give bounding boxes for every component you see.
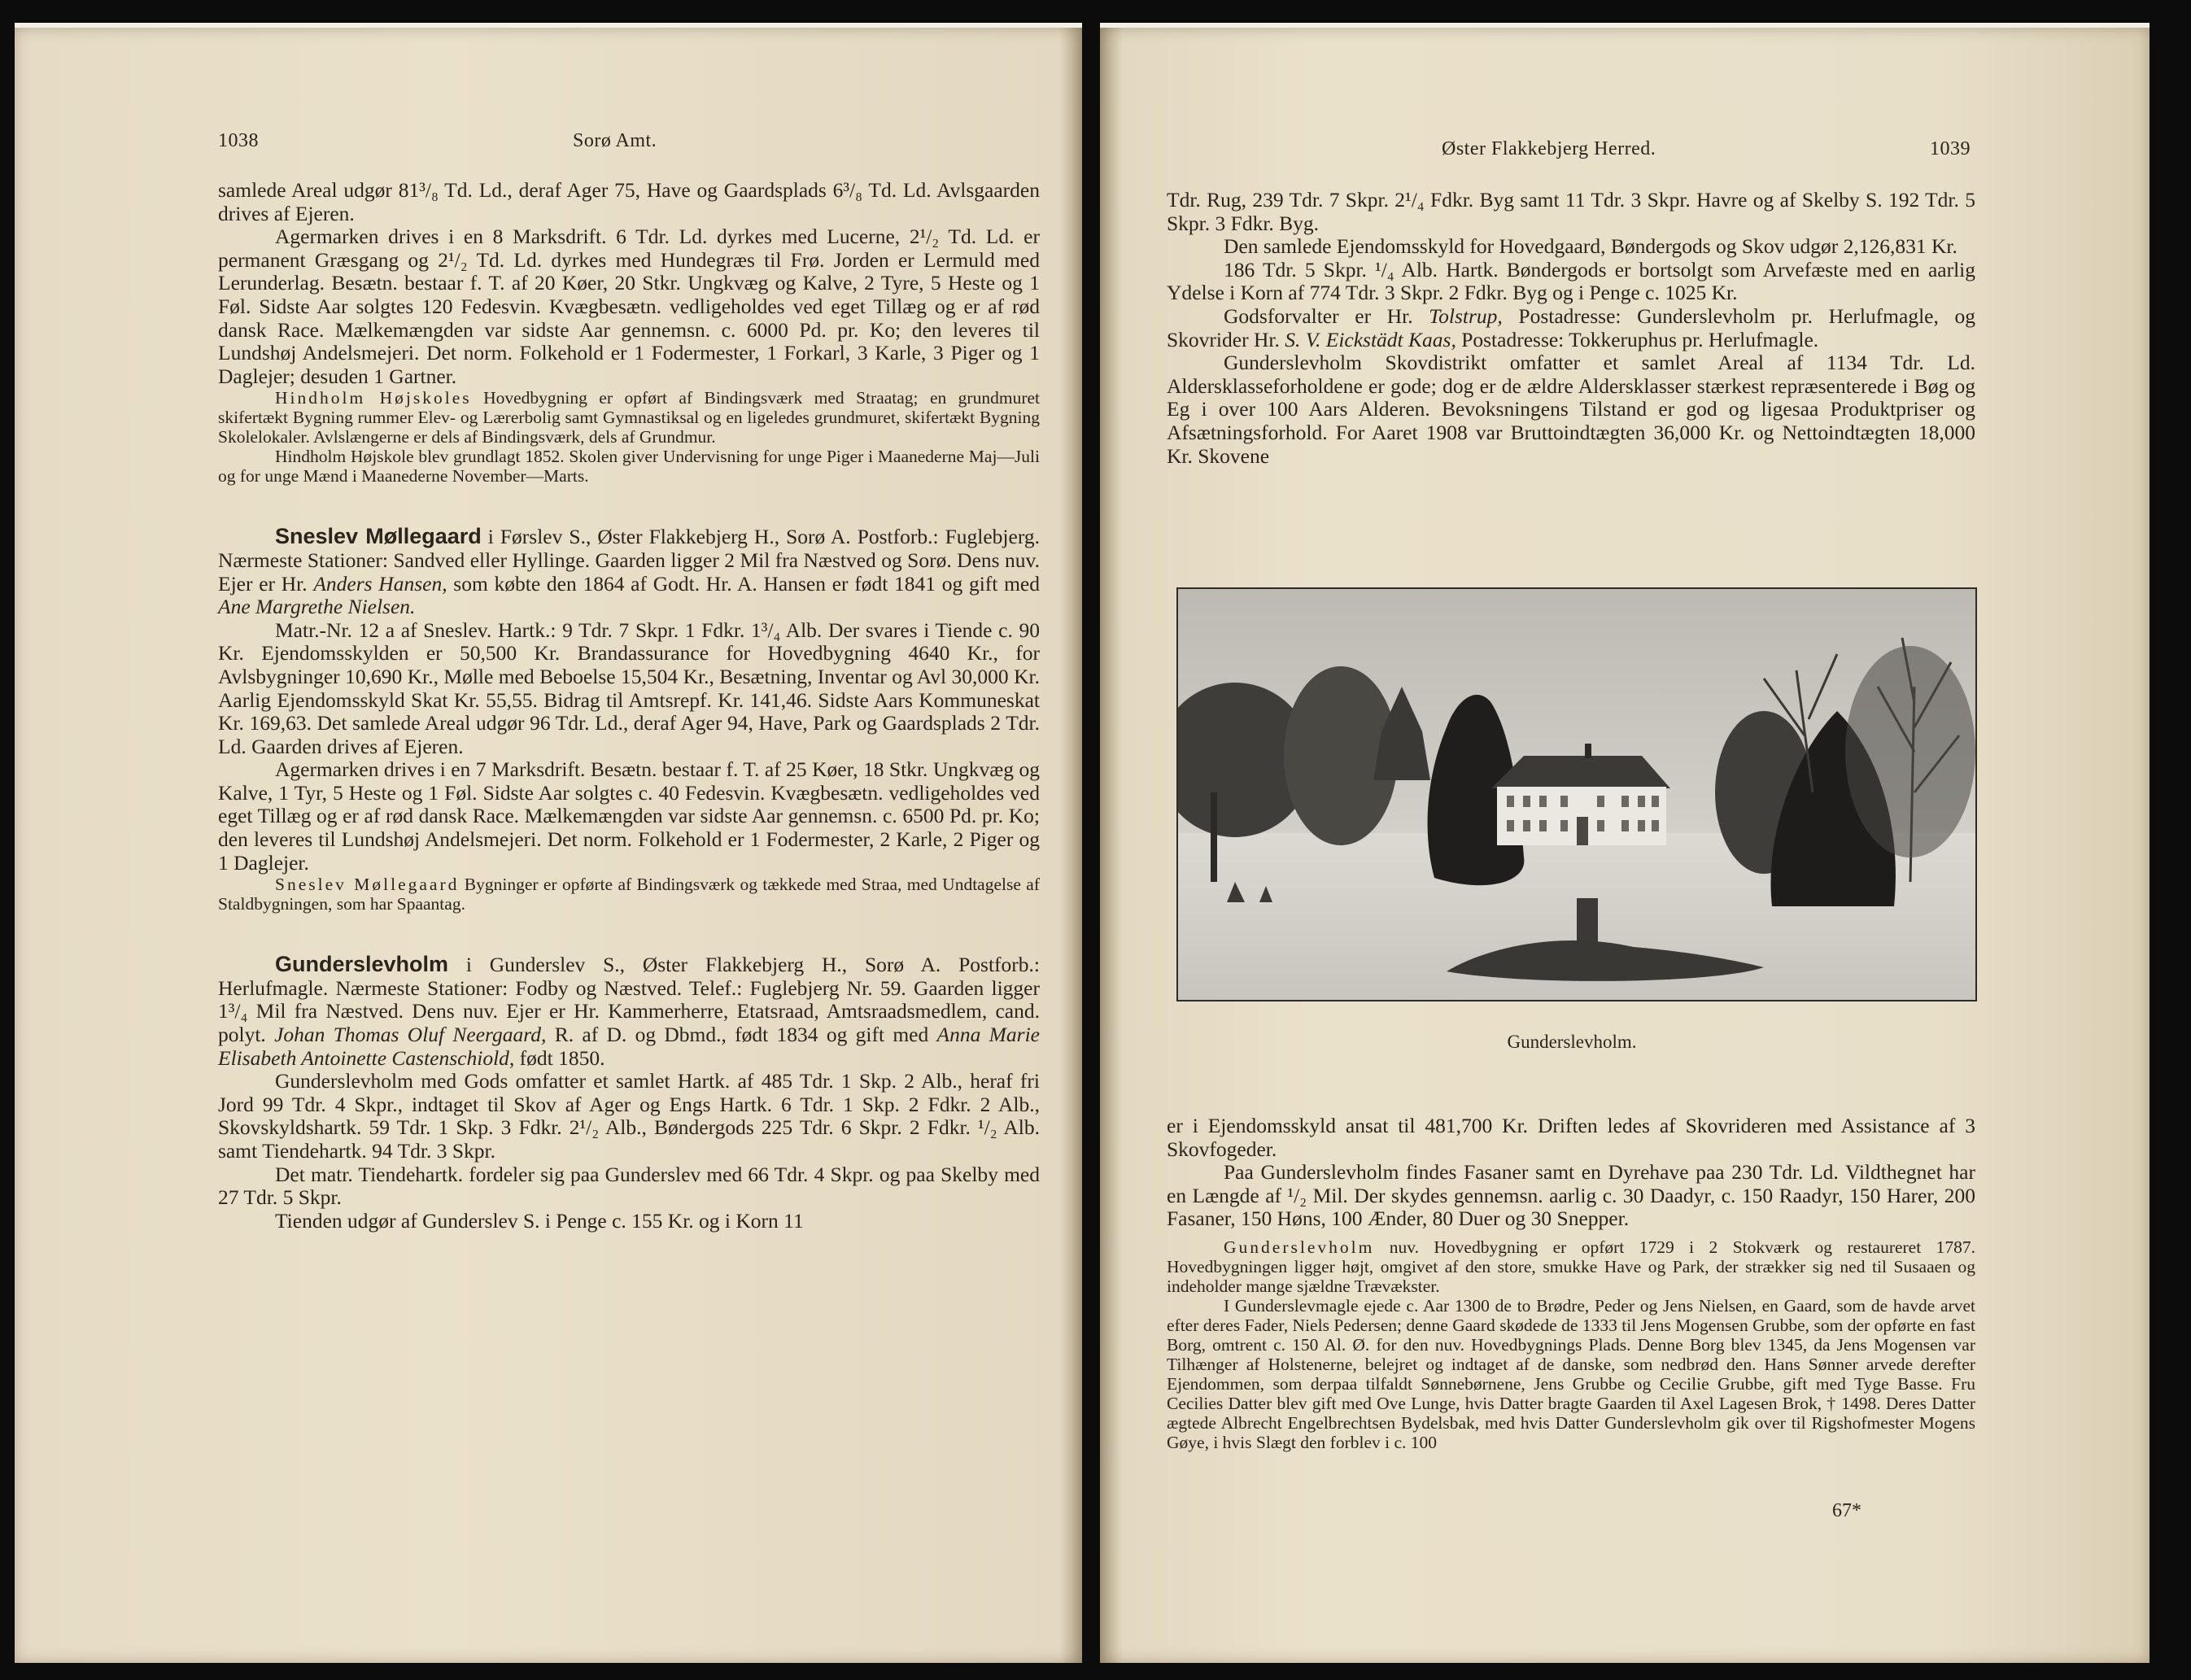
- manor-photograph: [1176, 587, 1977, 1001]
- paragraph: Agermarken drives i en 8 Marksdrift. 6 Tdr. Ld. dyrkes med Lucerne, 2¹/₂ Td. Ld. er permanent Græsgang og 2¹/₂ Td. Ld. dyrkes med Hundegræs til Frø. Jorden er Lermuld med Lerunderlag. Besætn. bestaar f. T. af 20 Køer, 20 Stkr. Ungkvæg og Kalve, 2 Tyre, 5 Heste og 1 Føl. Sidste Aar solgtes 120 Fedesvin. Kvægbesætn. vedligeholdes ved eget Tillæg og er af rød dansk Race. Mælkemængden var sidste Aar gennemsn. c. 6000 Pd. pr. Ko; den leveres til Lundshøj Andelsmejeri. Det norm. Folkehold er 1 Fodermester, 1 Forkarl, 3 Karle, 3 Piger og 1 Daglejer; desuden 1 Gartner.: [218, 225, 1040, 388]
- paragraph: samlede Areal udgør 81³/₈ Td. Ld., deraf Ager 75, Have og Gaardsplads 6³/₈ Td. Ld. Avlsgaarden drives af Ejeren.: [218, 178, 1040, 225]
- small-print-paragraph: [1167, 1237, 1975, 1296]
- entry-title: Sneslev Møllegaard: [275, 524, 482, 549]
- paragraph: Tdr. Rug, 239 Tdr. 7 Skpr. 2¹/₄ Fdkr. Byg samt 11 Tdr. 3 Skpr. Havre og af Skelby S. 192 Tdr. 5 Skpr. 3 Fdkr. Byg.: [1167, 188, 1975, 235]
- entry-sneslev-mollegaard: [218, 525, 1040, 618]
- text-run: nuv. Hovedbygning er opført 1729 i 2 Stokværk og restaureret 1787. Hovedbygningen ligger højt, omgivet af den store, smukke Have og Park, der strækker sig ned til Susaaen og indeholder mange sjældne Trævækster.: [1167, 1237, 1975, 1296]
- right-gutter-shadow: [1100, 28, 1123, 1663]
- person-name: Tolstrup,: [1429, 303, 1503, 328]
- paragraph: Gunderslevholm med Gods omfatter et samlet Hartk. af 485 Tdr. 1 Skp. 2 Alb., heraf fri Jord 99 Tdr. 4 Skpr., indtaget til Skov af Ager og Engs Hartk. 6 Tdr. 1 Skp. 2 Fdkr. 2 Alb., Skovskyldshartk. 59 Tdr. 1 Skp. 3 Fdkr. 2¹/₂ Alb., Bøndergods 225 Tdr. 6 Skpr. 2 Fdkr. ¹/₂ Alb. samt Tiendehartk. 94 Tdr. 3 Skpr.: [218, 1069, 1040, 1163]
- paragraph: Den samlede Ejendomsskyld for Hovedgaard, Bøndergods og Skov udgør 2,126,831 Kr.: [1224, 234, 1957, 259]
- paragraph: Agermarken drives i en 7 Marksdrift. Besætn. bestaar f. T. af 25 Køer, 18 Stkr. Ungkvæg og Kalve, 1 Tyr, 5 Heste og 1 Føl. Sidste Aar solgtes c. 40 Fedesvin. Kvægbesætn. vedligeholdes ved eget Tillæg og er af rød dansk Race. Mælkemængden var sidste Aar gennemsn. c. 6500 Pd. pr. Ko; den leveres til Lundshøj Andelsmejeri. Det norm. Folkehold er 1 Fodermester, 2 Karle, 2 Piger og 1 Daglejer.: [218, 757, 1040, 875]
- text-run: Bygninger er opførte af Bindingsværk og tækkede med Straa, med Undtagelse af Staldbygningen, som har Spaantag.: [218, 875, 1040, 914]
- right-text-column-top: [1167, 189, 1975, 468]
- signature-mark: 67*: [1832, 1500, 1861, 1521]
- owner-name: Anders Hansen,: [313, 571, 447, 596]
- small-print-paragraph: [218, 875, 1040, 914]
- paragraph: 186 Tdr. 5 Skpr. ¹/₄ Alb. Hartk. Bøndergods er bortsolgt som Arvefæste med en aarlig Ydelse i Korn af 774 Tdr. 3 Skpr. 2 Fdkr. Byg og i Penge c. 1025 Kr.: [1167, 257, 1975, 305]
- text-run: i Gunderslev S., Øster Flakkebjerg H., Sorø A. Postforb.: Herlufmagle. Nærmeste Stationer: Fodby og Næstved. Telef.: Fuglebjerg Nr. 59. Gaarden ligger 1³/₄ Mil fra Næstved. Dens nuv. Ejer er Hr. Kammerherre, Etatsraad, Amtsraadsmedlem, cand. polyt.: [218, 953, 1040, 1047]
- photo-caption: Gunderslevholm.: [1507, 1032, 1637, 1052]
- left-running-head: Sorø Amt.: [573, 130, 657, 151]
- entry-gunderslevholm: [218, 953, 1040, 1070]
- winter-manor-scene: [1178, 589, 1975, 1000]
- paragraph: Paa Gunderslevholm findes Fasaner samt en Dyrehave paa 230 Tdr. Ld. Vildthegnet har en Længde af ¹/₂ Mil. Der skydes gennemsn. aarlig c. 30 Daadyr, c. 150 Raadyr, 150 Harer, 200 Fasaner, 150 Høns, 100 Ænder, 80 Duer og 30 Snepper.: [1167, 1160, 1975, 1231]
- person-name: S. V. Eickstädt Kaas,: [1285, 327, 1456, 351]
- left-gutter-shadow: [1059, 28, 1082, 1663]
- right-running-head: Øster Flakkebjerg Herred.: [1442, 138, 1656, 159]
- text-run: Postadresse: Tokkeruphus pr. Herlufmagle.: [1456, 327, 1819, 351]
- right-page-number: 1039: [1930, 138, 1971, 159]
- paragraph: er i Ejendomsskyld ansat til 481,700 Kr. Driften ledes af Skovrideren med Assistance af 3 Skovfogeder.: [1167, 1114, 1975, 1161]
- spouse-name: Ane Margrethe Nielsen.: [218, 595, 416, 619]
- owner-name: Johan Thomas Oluf Neergaard,: [274, 1023, 547, 1047]
- text-run: Godsforvalter er Hr.: [1224, 303, 1429, 328]
- left-page-number: 1038: [218, 130, 259, 151]
- text-run: Postadresse: Gunderslevholm pr. Herlufmagle, og Skovrider Hr.: [1167, 303, 1975, 351]
- paragraph: Gunderslevholm Skovdistrikt omfatter et samlet Areal af 1134 Tdr. Ld. Aldersklasseforholdene er gode; dog er de ældre Aldersklasser stærkest repræsenterede i Bøg og Eg i over 100 Aars Alderen. Bevoksningens Tilstand er god og ligesaa Produktpriser og Afsætningsforhold. For Aaret 1908 var Bruttoindtægten 36,000 Kr. og Nettoindtægten 18,000 Kr. Skovene: [1167, 351, 1975, 468]
- text-run: født 1850.: [514, 1045, 605, 1070]
- left-text-column: [218, 179, 1040, 1233]
- spaced-name: Sneslev Møllegaard: [275, 875, 460, 895]
- text-run: Hovedbygning er opført af Bindingsværk med Straatag; en grundmuret skifertækt Bygning rummer Elev- og Lærerbolig samt Gymnastiksal og en ligeledes grundmuret, skifertækt Bygning Skolelokaler. Avlslængerne er dels af Bindingsværk, dels af Grundmur.: [218, 388, 1040, 447]
- text-run: R. af D. og Dbmd., født 1834 og gift med: [546, 1023, 937, 1047]
- small-print-paragraph: I Gunderslevmagle ejede c. Aar 1300 de to Brødre, Peder og Jens Nielsen, en Gaard, som de havde arvet efter deres Fader, Niels Pedersen; denne Gaard skødede de 1333 til Jens Mogensen Grubbe, som der opførte en fast Borg, omtrent c. 150 Al. Ø. for den nuv. Hovedbygnings Plads. Denne Borg blev 1345, da Jens Mogensen var Tilhænger af Holstenerne, belejret og indtaget af de danske, som nedbrød den. Hans Sønner arvede derefter Ejendommen, som derpaa tilfaldt Sønnebørnene, Jens Grubbe og Cecilie Grubbe, gift med Tyge Basse. Fru Cecilies Datter blev gift med Ove Lunge, hvis Datter bragte Gaarden til Axel Lagesen Brok, † 1498. Deres Datter ægtede Albrecht Engelbrechtsen Bydelsbak, med hvis Datter Gunderslevholm gik over til Rigshofmester Mogens Gøye, i hvis Slægt den forblev i c. 100: [1167, 1295, 1975, 1452]
- paragraph: Matr.-Nr. 12 a af Sneslev. Hartk.: 9 Tdr. 7 Skpr. 1 Fdkr. 1³/₄ Alb. Der svares i Tiende c. 90 Kr. Ejendomsskylden er 50,500 Kr. Brandassurance for Hovedbygning 4640 Kr., for Avlsbygninger 10,690 Kr., Mølle med Beboelse 15,504 Kr., Besætning, Inventar og Avl 30,000 Kr. Aarlig Ejendomsskyld Skat Kr. 55,55. Bidrag til Amtsrepf. Kr. 141,46. Sidste Aars Kommuneskat Kr. 169,63. Det samlede Areal udgør 96 Tdr. Ld., deraf Ager 94, Have, Park og Gaardsplads 2 Tdr. Ld. Gaarden drives af Ejeren.: [218, 617, 1040, 758]
- spaced-name: Hindholm Højskoles: [275, 388, 472, 408]
- spouse-name: Anna Marie Elisabeth Antoinette Castenschiold,: [218, 1023, 1040, 1070]
- spaced-name: Gunderslevholm: [1224, 1237, 1375, 1257]
- small-print-paragraph: Hindholm Højskole blev grundlagt 1852. Skolen giver Undervisning for unge Piger i Maanederne Maj—Juli og for unge Mænd i Maanederne November—Marts.: [218, 447, 1040, 487]
- paragraph: Tienden udgør af Gunderslev S. i Penge c. 155 Kr. og i Korn 11: [275, 1208, 804, 1233]
- left-page: [15, 23, 1082, 1663]
- right-text-column-bottom: [1167, 1115, 1975, 1452]
- entry-title: Gunderslevholm: [275, 952, 449, 977]
- right-page: [1100, 23, 2150, 1663]
- text-run: i Førslev S., Øster Flakkebjerg H., Sorø A. Postforb.: Fuglebjerg. Nærmeste Stationer: Sandved eller Hyllinge. Gaarden ligger 2 Mil fra Næstved og Sorø. Dens nuv. Ejer er Hr.: [218, 525, 1040, 596]
- paragraph: [1167, 305, 1975, 351]
- small-print-paragraph: [218, 388, 1040, 447]
- paragraph: Det matr. Tiendehartk. fordeler sig paa Gunderslev med 66 Tdr. 4 Skpr. og paa Skelby med 27 Tdr. 5 Skpr.: [218, 1162, 1040, 1210]
- text-run: som købte den 1864 af Godt. Hr. A. Hansen er født 1841 og gift med: [447, 571, 1040, 596]
